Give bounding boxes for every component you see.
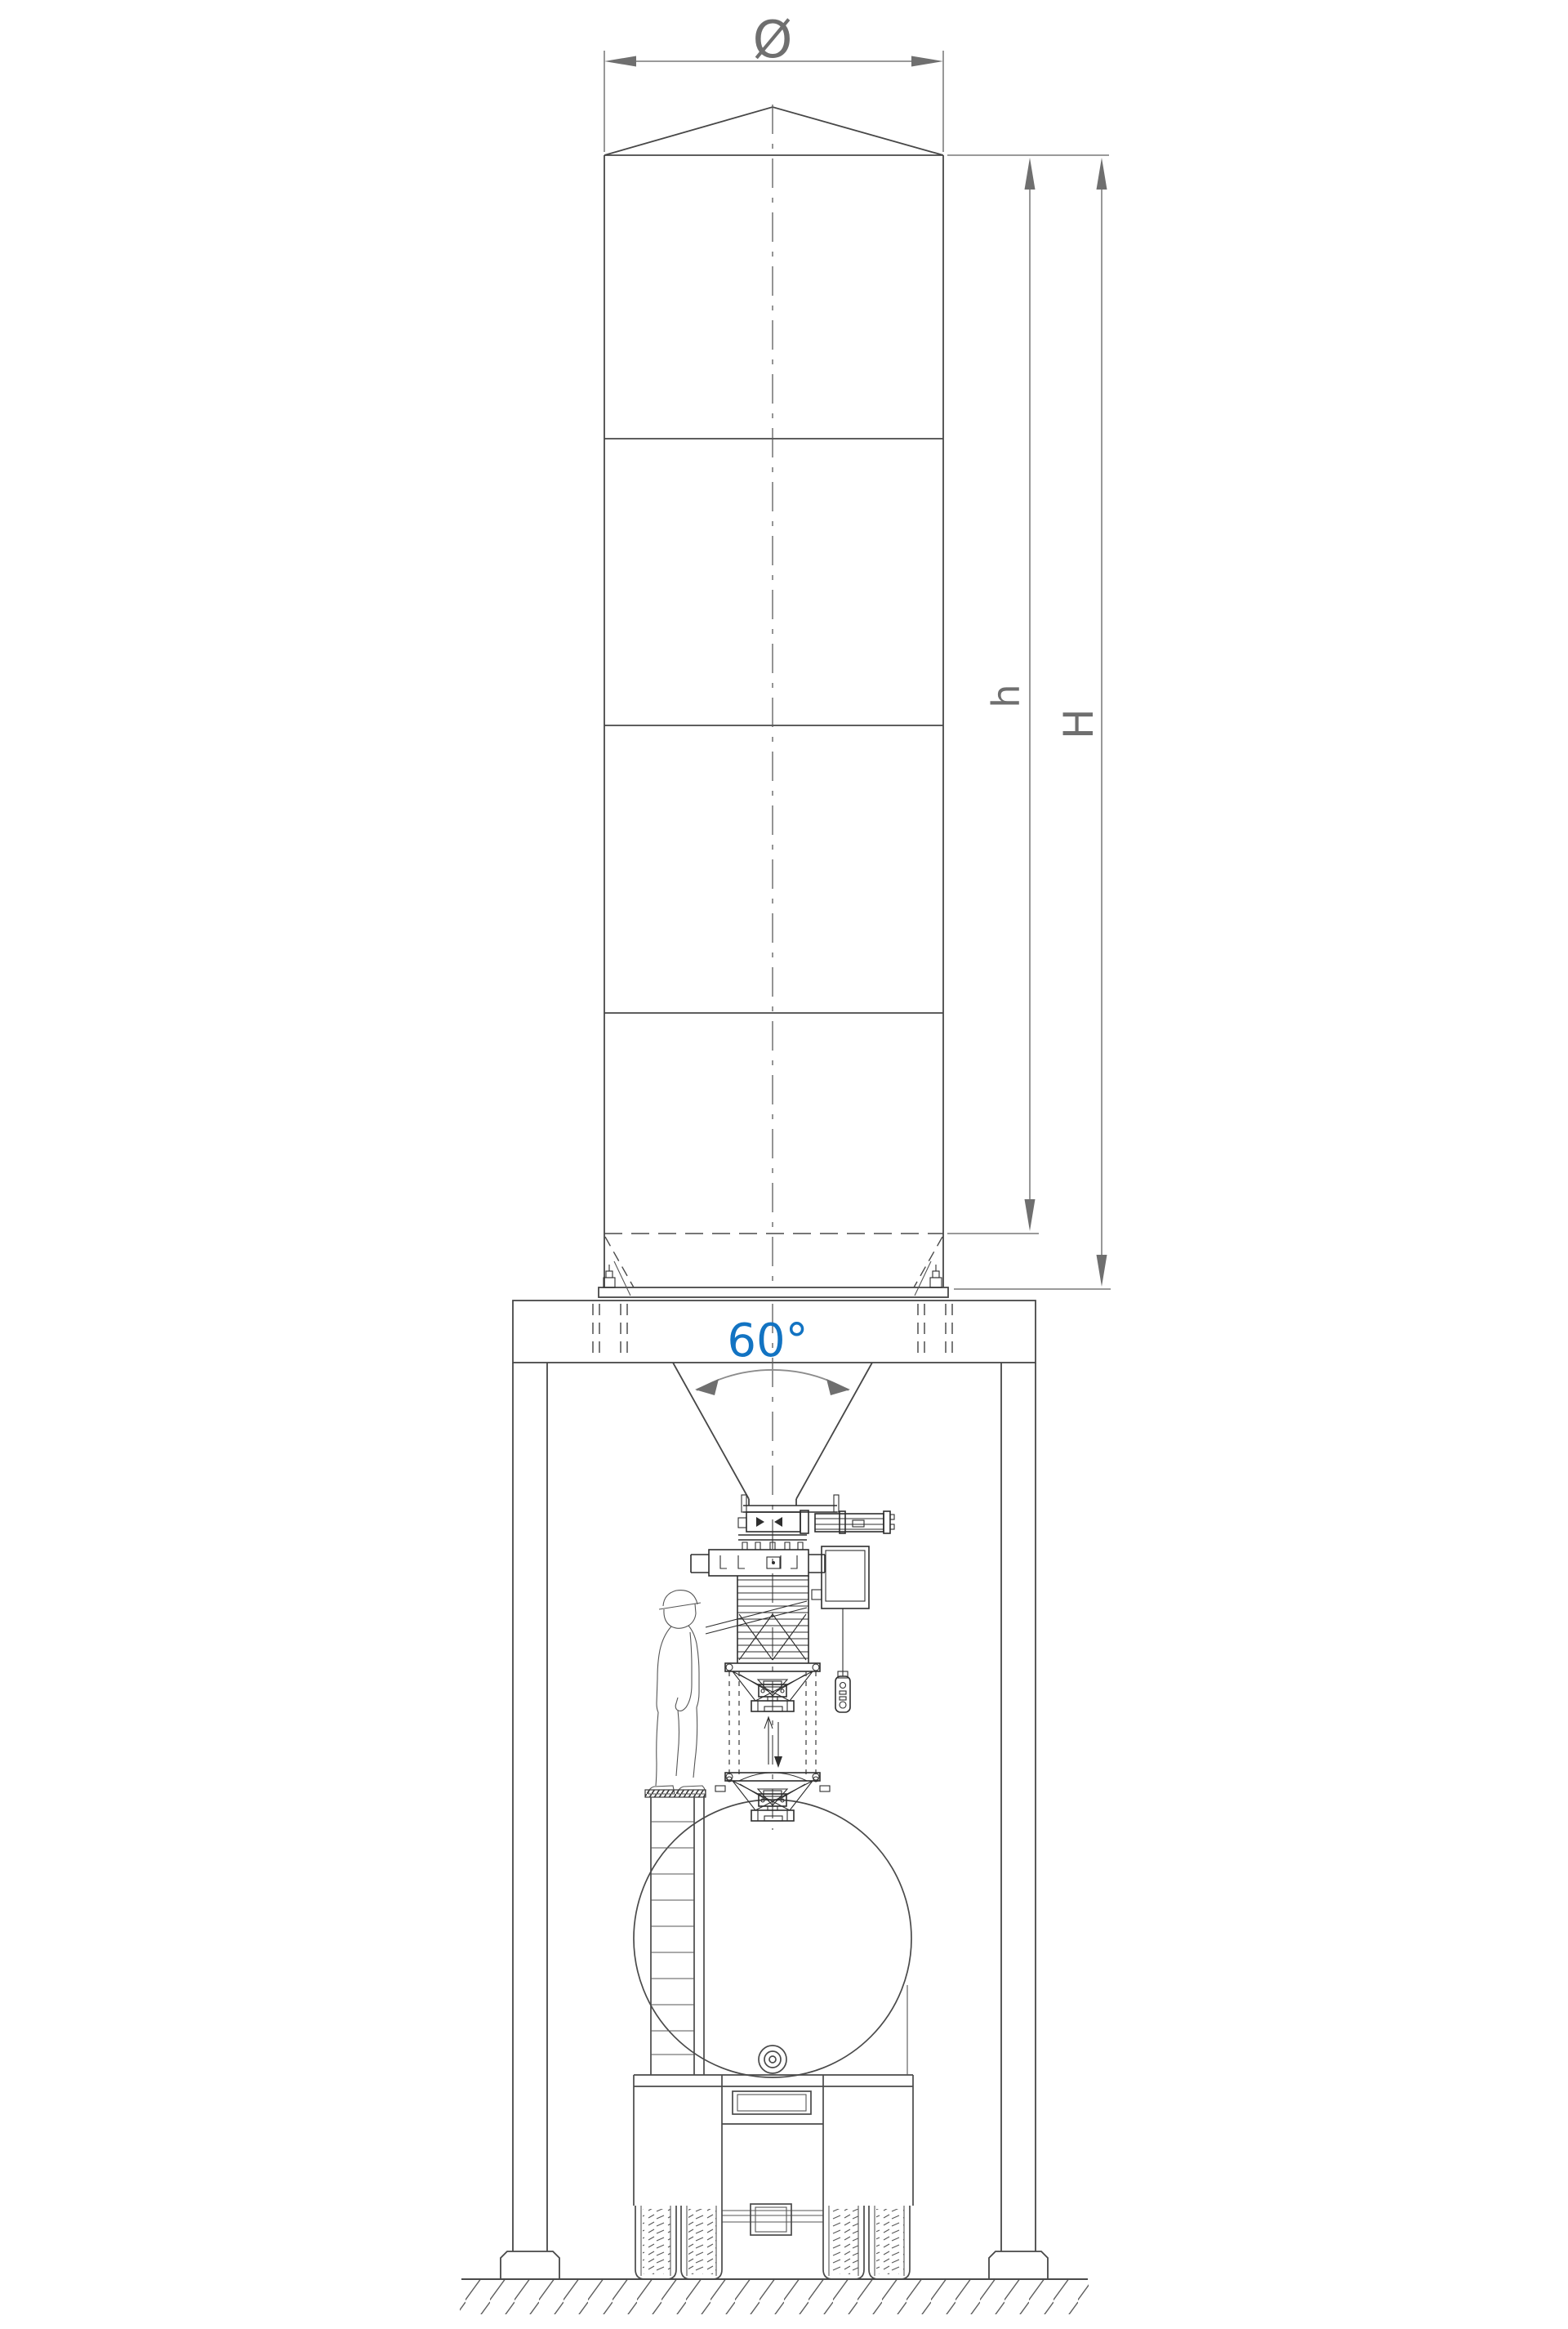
- valve-mark-icon: [756, 1517, 764, 1527]
- right-flange: [808, 1555, 825, 1573]
- operator-figure: [648, 1591, 706, 1794]
- silo-roof-cone: [604, 107, 943, 155]
- base-plate-right: [989, 2251, 1048, 2279]
- truck-axle: [722, 2204, 823, 2235]
- head: [664, 1604, 696, 1628]
- valve-mark-icon: [774, 1517, 782, 1527]
- arm: [675, 1632, 692, 1711]
- arrow-down-icon: [774, 1756, 782, 1768]
- h-label: h: [984, 684, 1028, 708]
- side-stub-left: [715, 1786, 725, 1791]
- outlet-valve-assembly: [738, 1495, 894, 1533]
- arrow-down-icon: [1025, 1199, 1036, 1231]
- silo-base-flange: [599, 1287, 948, 1297]
- control-box: [812, 1546, 869, 1608]
- truck-wheels: [635, 2206, 910, 2279]
- tank-manhole: [759, 2046, 786, 2073]
- silo: [604, 105, 943, 1291]
- support-frame: [501, 1261, 1048, 2279]
- hopper-cone: [673, 1304, 872, 1830]
- diameter-label: Ø: [752, 10, 793, 69]
- loading-bellows: [706, 1576, 808, 1663]
- tank-shell: [634, 1800, 911, 2077]
- hidden-cone-edges: [605, 1237, 942, 1287]
- arrow-up-icon: [1097, 158, 1107, 190]
- tire-tread: [688, 2209, 716, 2274]
- tire-tread: [876, 2209, 904, 2274]
- arrow-up-icon: [1025, 158, 1036, 190]
- travel-arrows: [764, 1717, 782, 1768]
- anchor-bolt-left: [604, 1265, 615, 1287]
- side-stub-right: [820, 1786, 830, 1791]
- arc-arrow-left-icon: [695, 1379, 719, 1395]
- hat-brim: [659, 1603, 701, 1609]
- tire-tread: [643, 2209, 670, 2274]
- ground: [460, 2279, 1089, 2314]
- frame-leg-right: [989, 1363, 1048, 2279]
- diameter-dimension: [604, 10, 943, 152]
- dimension-h: [984, 158, 1036, 1231]
- tire-tread: [831, 2209, 858, 2274]
- remote-pendant: [835, 1671, 850, 1712]
- frame-leg-left: [501, 1363, 559, 2279]
- arrow-down-icon: [1097, 1255, 1107, 1287]
- left-flange: [691, 1555, 709, 1573]
- cone-angle-label: 60°: [727, 1314, 808, 1368]
- outlet-mounting-bracket: [743, 1506, 837, 1512]
- H-label: H: [1055, 708, 1102, 739]
- mount-bracket: [812, 1590, 822, 1600]
- truck-chassis: [634, 1985, 913, 2206]
- bellows-head-unit: [691, 1535, 825, 1576]
- pneumatic-actuator: [800, 1510, 894, 1533]
- arrow-left-icon: [604, 56, 636, 67]
- ground-hatch: [460, 2280, 1089, 2314]
- head-box: [709, 1550, 808, 1576]
- height-dimensions: [947, 155, 1111, 1289]
- arc-arrow-right-icon: [826, 1379, 850, 1395]
- arrow-right-icon: [911, 56, 943, 67]
- tanker-truck: [634, 1800, 913, 2279]
- slide-valve-body: [746, 1512, 800, 1532]
- dimension-H: [1055, 158, 1107, 1287]
- work-platform: [645, 1790, 706, 1797]
- ladder-rungs: [651, 1822, 694, 2055]
- silo-weld-seams: [604, 439, 943, 1013]
- silo-body: [604, 155, 943, 1287]
- access-ladder: [651, 1797, 704, 2075]
- base-plate-left: [501, 2251, 559, 2279]
- anchor-bolt-right: [930, 1265, 942, 1287]
